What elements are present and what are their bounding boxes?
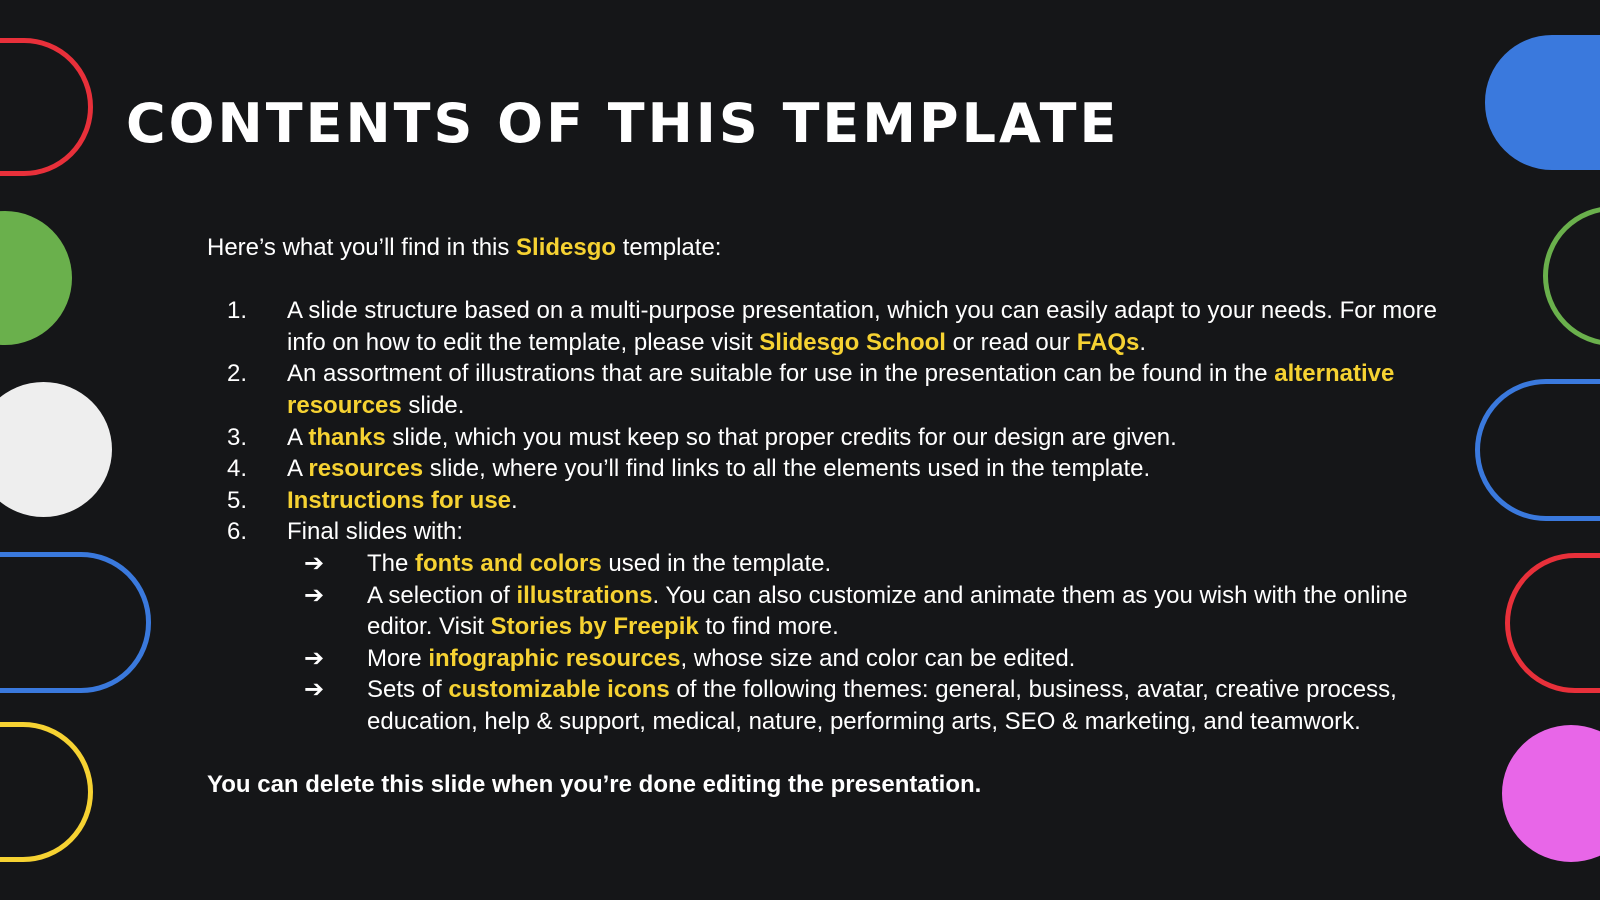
delete-slide-note: You can delete this slide when you’re done editing the presentation. bbox=[207, 771, 982, 799]
illustrations-link[interactable]: illustrations bbox=[516, 581, 653, 609]
thanks-link[interactable]: thanks bbox=[308, 423, 386, 451]
item-text: Final slides with: bbox=[287, 518, 464, 546]
sublist-item bbox=[287, 548, 1437, 580]
intro-text-before: Here’s what you’ll find in this bbox=[207, 234, 517, 261]
right-green-outline-circle bbox=[1543, 206, 1600, 346]
fonts-and-colors-link[interactable]: fonts and colors bbox=[415, 549, 602, 577]
contents-list bbox=[207, 295, 1437, 737]
sublist-item bbox=[287, 580, 1437, 643]
item-text: . bbox=[511, 486, 518, 514]
item-text: . You can also customize and animate them as you wish with the online editor. Visit bbox=[367, 581, 1408, 641]
left-blue-outline-shape bbox=[0, 552, 151, 693]
list-number: 3. bbox=[227, 423, 248, 451]
slidesgo-link[interactable]: Slidesgo bbox=[516, 234, 617, 261]
list-number: 1. bbox=[227, 297, 248, 325]
item-text: slide, which you must keep so that proper credits for our design are given. bbox=[385, 423, 1177, 451]
stories-by-freepik-link[interactable]: Stories by Freepik bbox=[490, 613, 699, 641]
item-text: Sets of bbox=[367, 676, 449, 704]
resources-link[interactable]: resources bbox=[308, 455, 424, 483]
left-red-outline-shape bbox=[0, 38, 93, 176]
slidesgo-school-link[interactable]: Slidesgo School bbox=[759, 328, 946, 356]
arrow-right-icon: ➔ bbox=[304, 580, 325, 609]
list-number: 2. bbox=[227, 360, 248, 388]
arrow-right-icon: ➔ bbox=[304, 643, 325, 672]
list-item bbox=[207, 295, 1437, 358]
left-green-circle bbox=[0, 211, 72, 345]
right-pink-circle bbox=[1502, 725, 1600, 862]
left-yellow-outline-shape bbox=[0, 722, 93, 862]
item-text: A bbox=[287, 423, 309, 451]
right-blue-outline-shape bbox=[1475, 379, 1600, 521]
slide-title: CONTENTS OF THIS TEMPLATE bbox=[126, 92, 1120, 155]
list-item bbox=[207, 485, 1437, 517]
item-text: used in the template. bbox=[601, 549, 832, 577]
item-text: . bbox=[1139, 328, 1147, 356]
item-text: A bbox=[287, 455, 309, 483]
list-number: 6. bbox=[227, 518, 248, 546]
item-text: More bbox=[367, 644, 429, 672]
list-item bbox=[207, 358, 1437, 421]
right-blue-pill-shape bbox=[1485, 35, 1600, 170]
faqs-link[interactable]: FAQs bbox=[1076, 328, 1140, 356]
list-item bbox=[207, 516, 1437, 737]
sublist-item bbox=[287, 674, 1437, 737]
right-red-outline-shape bbox=[1505, 553, 1600, 693]
list-item bbox=[207, 453, 1437, 485]
final-slides-sublist bbox=[287, 548, 1437, 738]
customizable-icons-link[interactable]: customizable icons bbox=[448, 676, 670, 704]
item-text: slide. bbox=[401, 391, 465, 419]
item-text: An assortment of illustrations that are suitable for use in the presentation can be found in the bbox=[287, 360, 1275, 388]
item-text: The bbox=[367, 549, 416, 577]
intro-text bbox=[207, 232, 1437, 264]
item-text: to find more. bbox=[698, 613, 839, 641]
slide-body bbox=[207, 232, 1437, 801]
item-text: A selection of bbox=[367, 581, 517, 609]
arrow-right-icon: ➔ bbox=[304, 675, 325, 704]
item-text: slide, where you’ll find links to all the elements used in the template. bbox=[423, 455, 1151, 483]
list-number: 4. bbox=[227, 455, 248, 483]
arrow-right-icon: ➔ bbox=[304, 548, 325, 577]
list-number: 5. bbox=[227, 486, 248, 514]
instructions-for-use-link[interactable]: Instructions for use bbox=[287, 486, 512, 514]
sublist-item bbox=[287, 643, 1437, 675]
infographic-resources-link[interactable]: infographic resources bbox=[428, 644, 681, 672]
alternative-resources-link[interactable]: alternative resources bbox=[287, 360, 1395, 419]
intro-text-after: template: bbox=[616, 234, 722, 261]
item-text: A slide structure based on a multi-purpose presentation, which you can easily adapt to your needs. For more info on how to edit the template, please visit bbox=[287, 297, 1437, 356]
list-item bbox=[207, 422, 1437, 454]
left-white-circle bbox=[0, 382, 112, 517]
item-text: or read our bbox=[945, 328, 1077, 356]
item-text: of the following themes: general, business, avatar, creative process, education, help & support, medical, nature, performing arts, SEO & marketing, and teamwork. bbox=[367, 676, 1397, 735]
item-text: , whose size and color can be edited. bbox=[680, 644, 1076, 672]
